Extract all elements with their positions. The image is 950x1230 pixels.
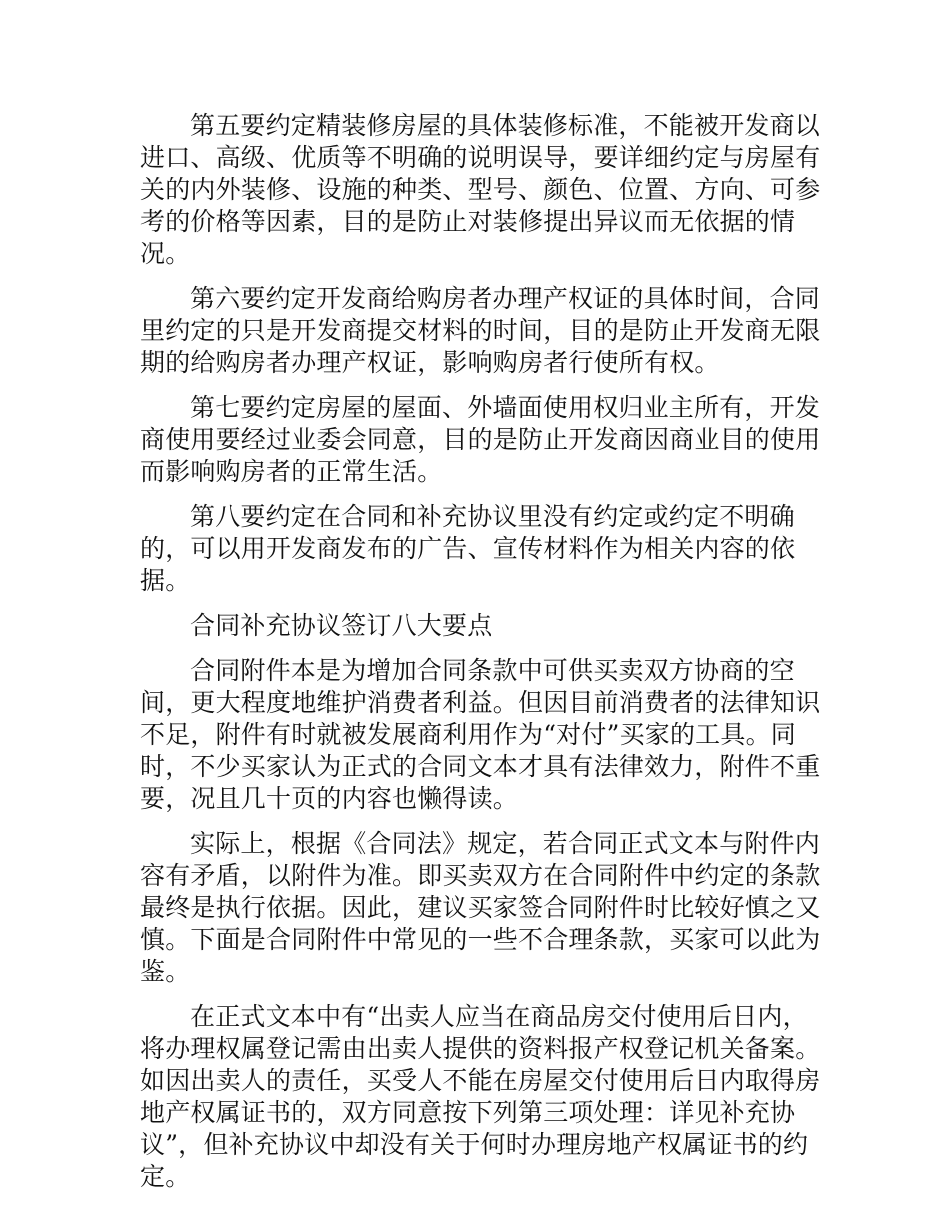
section-heading: 合同补充协议签订八大要点 [190,611,493,640]
paragraph-clause-6: 第六要约定开发商给购房者办理产权证的具体时间，合同里约定的只是开发商提交材料的时间，目的是防止开发商无限期的给购房者办理产权证，影响购房者行使所有权。 [140,284,821,377]
paragraph-clause-5: 第五要约定精装修房屋的具体装修标准，不能被开发商以进口、高级、优质等不明确的说明误导，要详细约定与房屋有关的内外装修、设施的种类、型号、颜色、位置、方向、可参考的价格等因素，目的是防止对装修提出异议而无依据的情况。 [140,111,821,268]
paragraph-contract-law: 实际上，根据《合同法》规定，若合同正式文本与附件内容有矛盾，以附件为准。即买卖双方在合同附件中约定的条款最终是执行依据。因此，建议买家签合同附件时比较好慎之又慎。下面是合同附件中常见的一些不合理条款，买家可以此为鉴。 [140,829,821,986]
paragraph-attachment-intro: 合同附件本是为增加合同条款中可供买卖双方协商的空间，更大程度地维护消费者利益。但因目前消费者的法律知识不足，附件有时就被发展商利用作为“对付”买家的工具。同时，不少买家认为正式的合同文本才具有法律效力，附件不重要，况且几十页的内容也懒得读。 [140,656,821,813]
paragraph-clause-7: 第七要约定房屋的屋面、外墙面使用权归业主所有，开发商使用要经过业委会同意，目的是防止开发商因商业目的使用而影响购房者的正常生活。 [140,393,821,486]
paragraph-clause-8: 第八要约定在合同和补充协议里没有约定或约定不明确的，可以用开发商发布的广告、宣传材料作为相关内容的依据。 [140,502,796,595]
paragraph-formal-text: 在正式文本中有“出卖人应当在商品房交付使用后日内，将办理权属登记需由出卖人提供的资料报产权登记机关备案。如因出卖人的责任，买受人不能在房屋交付使用后日内取得房地产权属证书的，双方同意按下列第三项处理：详见补充协议”，但补充协议中却没有关于何时办理房地产权属证书的约定。 [140,1002,821,1191]
document-page [140,110,830,1206]
